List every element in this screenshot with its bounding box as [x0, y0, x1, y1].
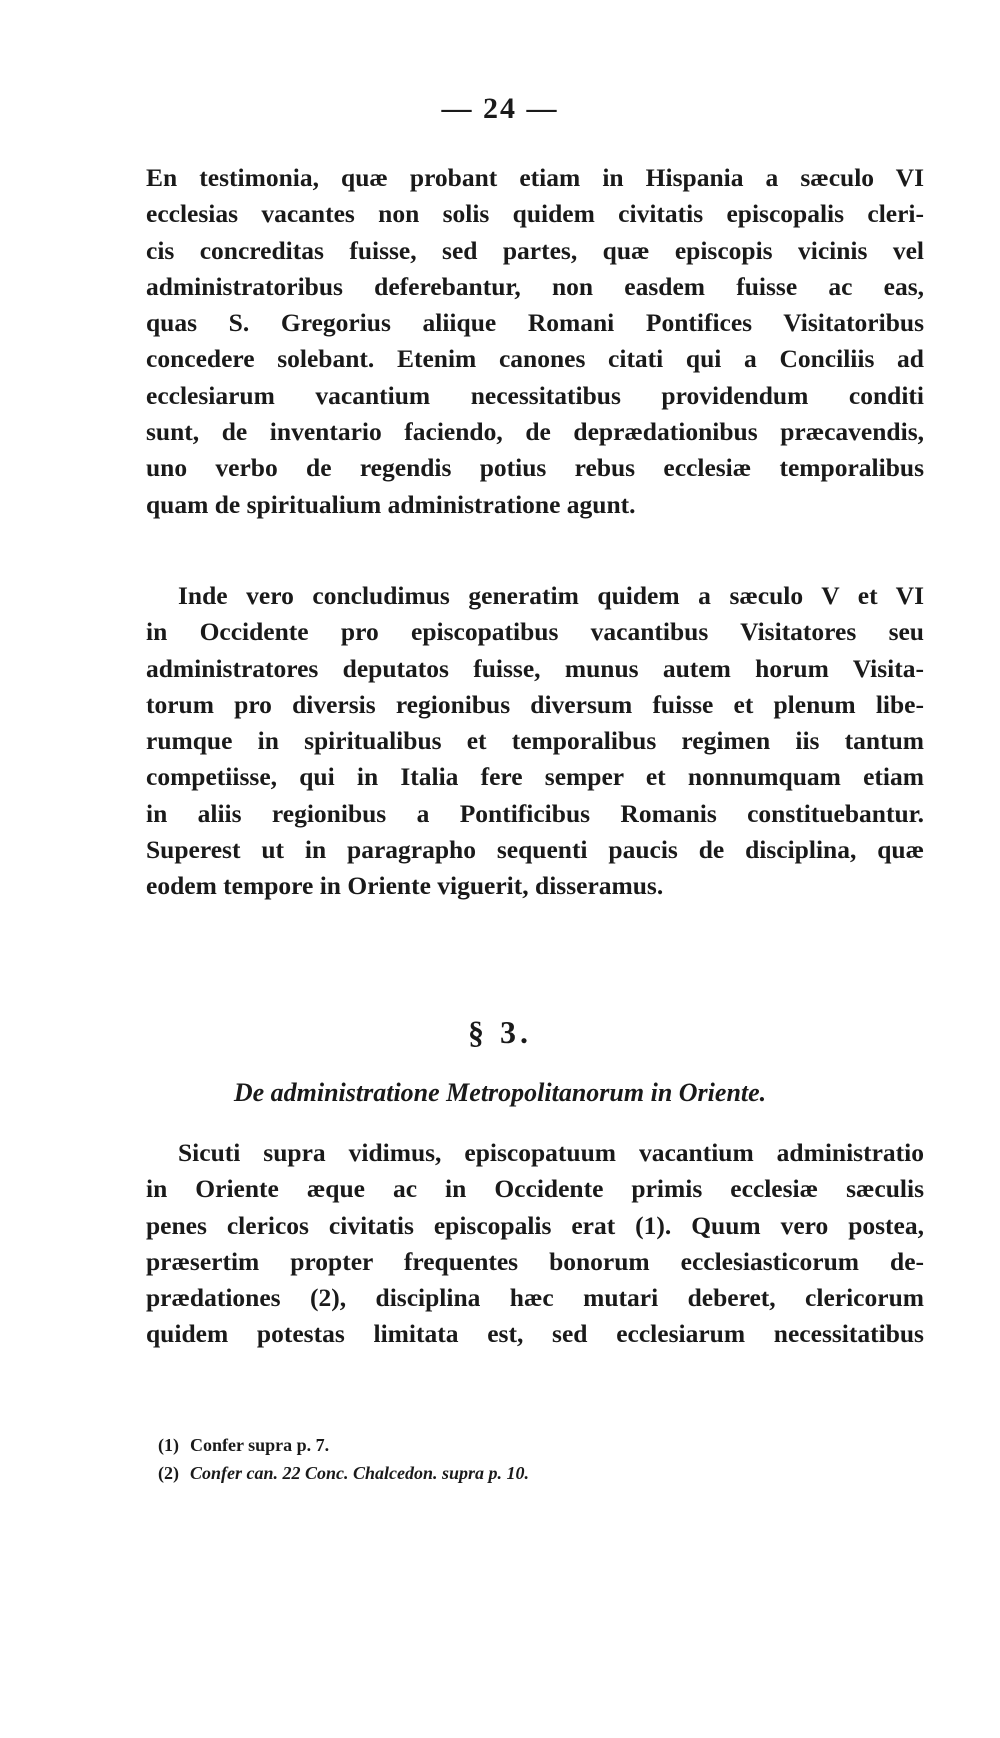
footnote-mark: (2) [158, 1463, 179, 1483]
footnote [158, 1459, 529, 1487]
text-line: uno verbo de regendis potius rebus ecclesiæ temporalibus [146, 453, 924, 483]
text-line: Inde vero concludimus generatim quidem a sæculo V et VI [178, 581, 924, 610]
text-line: prædationes (2), disciplina hæc mutari deberet, clericorum [146, 1283, 924, 1313]
text-line: ecclesiarum vacantium necessitatibus providendum conditi [146, 380, 924, 410]
text-line: quas S. Gregorius aliique Romani Pontifices Visitatoribus [146, 308, 924, 338]
text-line: præsertim propter frequentes bonorum ecclesiasticorum de- [146, 1246, 924, 1276]
footnotes [158, 1431, 529, 1487]
text-line: cis concreditas fuisse, sed partes, quæ episcopis vicinis vel [146, 235, 924, 265]
paragraph-2 [146, 578, 924, 905]
text-line: sunt, de inventario faciendo, de deprædationibus præcavendis, [146, 417, 924, 447]
section-heading: § 3. [468, 1014, 532, 1050]
text-line: in aliis regionibus a Pontificibus Romanis constituebantur. [146, 798, 924, 828]
text-line: quam de spiritualium administratione agunt. [146, 489, 636, 519]
text-line: competiisse, qui in Italia fere semper et nonnumquam etiam [146, 762, 924, 792]
text-line: En testimonia, quæ probant etiam in Hispania a sæculo VI [146, 163, 924, 192]
paragraph-1 [146, 160, 924, 523]
text-line: concedere solebant. Etenim canones citati qui a Conciliis ad [146, 344, 924, 374]
text-line: in Occidente pro episcopatibus vacantibus Visitatores seu [146, 617, 924, 647]
footnote [158, 1431, 529, 1459]
footnote-mark: (1) [158, 1435, 179, 1455]
footnote-text: Confer supra p. 7. [190, 1435, 330, 1455]
text-line: torum pro diversis regionibus diversum fuisse et plenum libe- [146, 689, 924, 719]
text-line: administratores deputatos fuisse, munus autem horum Visita- [146, 653, 924, 683]
text-line: administratoribus deferebantur, non easdem fuisse ac eas, [146, 271, 924, 301]
text-line: eodem tempore in Oriente viguerit, disseramus. [146, 871, 664, 901]
footnote-text: Confer can. 22 Conc. Chalcedon. supra p. 10. [190, 1463, 530, 1483]
page-number: — 24 — [441, 92, 559, 125]
text-line: quidem potestas limitata est, sed ecclesiarum necessitatibus [146, 1319, 924, 1349]
text-line: ecclesias vacantes non solis quidem civitatis episcopalis cleri- [146, 199, 924, 229]
text-line: rumque in spiritualibus et temporalibus regimen iis tantum [146, 726, 924, 756]
text-line: penes clericos civitatis episcopalis erat (1). Quum vero postea, [146, 1210, 924, 1240]
text-line: Superest ut in paragrapho sequenti paucis de disciplina, quæ [146, 835, 924, 865]
section-title: De administratione Metropolitanorum in Oriente. [233, 1078, 767, 1107]
paragraph-3 [146, 1135, 924, 1353]
text-line: Sicuti supra vidimus, episcopatuum vacantium administratio [178, 1138, 924, 1167]
text-line: in Oriente æque ac in Occidente primis ecclesiæ sæculis [146, 1174, 924, 1204]
